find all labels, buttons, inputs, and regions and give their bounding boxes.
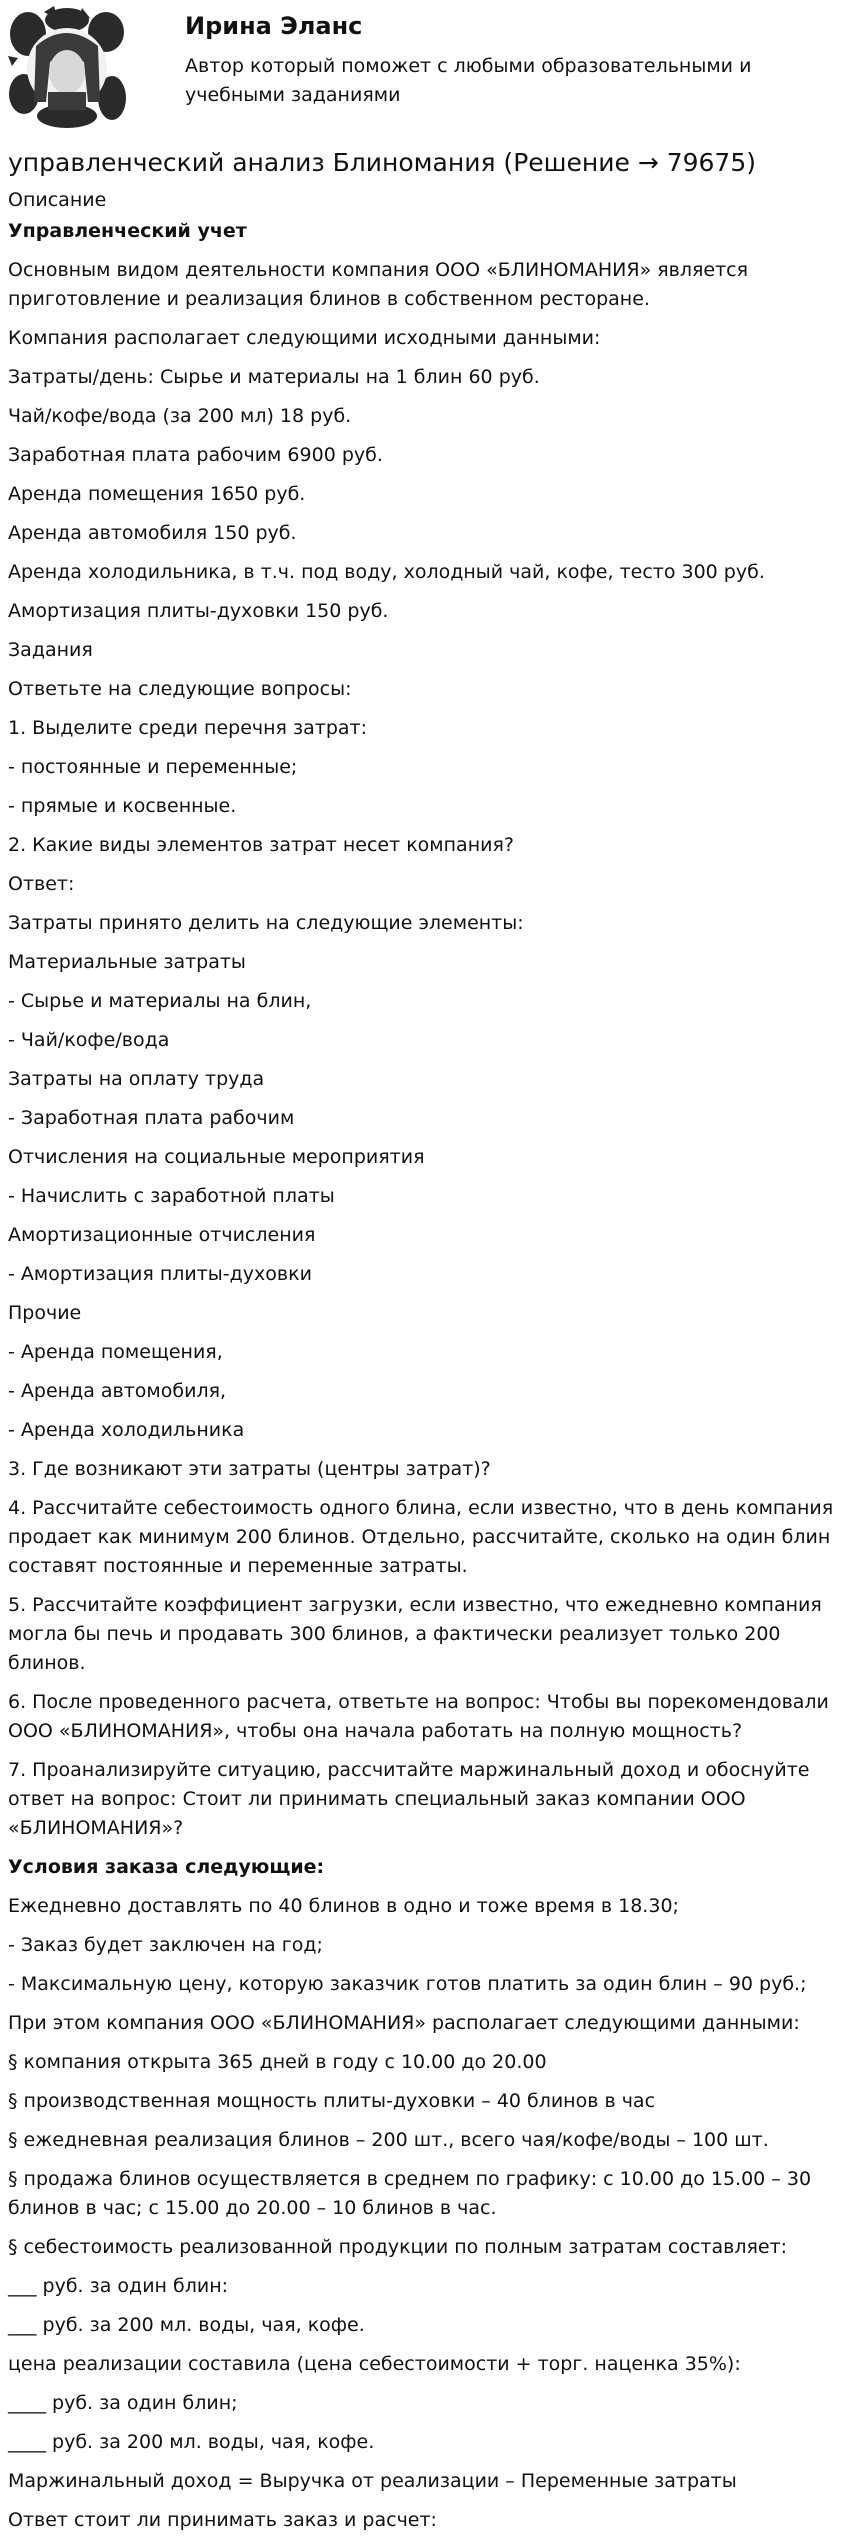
- paragraph: Чай/кофе/вода (за 200 мл) 18 руб.: [8, 405, 352, 427]
- paragraph: § производственная мощность плиты-духовки – 40 блинов в час: [8, 2090, 656, 2112]
- author-header: [0, 0, 847, 140]
- paragraph: Задания: [8, 639, 93, 661]
- conditions-title: Условия заказа следующие:: [8, 1856, 325, 1878]
- author-name[interactable]: Ирина Эланс: [185, 12, 363, 40]
- paragraph: § продажа блинов осуществляется в среднем по графику: с 10.00 до 15.00 – 30 блинов в час; с 15.00 до 20.00 – 10 блинов в час.: [8, 2168, 812, 2219]
- paragraph: 3. Где возникают эти затраты (центры затрат)?: [8, 1458, 491, 1480]
- paragraph: Ответ стоит ли принимать заказ и расчет:: [8, 2509, 437, 2531]
- paragraph: Компания располагает следующими исходными данными:: [8, 327, 601, 349]
- description-label: Описание: [8, 189, 107, 211]
- paragraph: Затраты/день: Сырье и материалы на 1 блин 60 руб.: [8, 366, 540, 388]
- paragraph: Заработная плата рабочим 6900 руб.: [8, 444, 383, 466]
- paragraph: цена реализации составила (цена себестоимости + торг. наценка 35%):: [8, 2353, 741, 2375]
- paragraph: - Максимальную цену, которую заказчик готов платить за один блин – 90 руб.;: [8, 1973, 807, 1995]
- author-avatar[interactable]: [8, 6, 126, 128]
- paragraph: - Заказ будет заключен на год;: [8, 1934, 323, 1956]
- avatar-image: [8, 6, 126, 128]
- paragraph: 5. Рассчитайте коэффициент загрузки, если известно, что ежедневно компания могла бы печь и продавать 300 блинов, а фактически реализует только 200 блинов.: [8, 1594, 822, 1674]
- page-title: управленческий анализ Блиномания (Решение → 79675): [8, 148, 756, 177]
- paragraph: 6. После проведенного расчета, ответьте на вопрос: Чтобы вы порекомендовали ООО «БЛИНОМАНИЯ», чтобы она начала работать на полную мощность?: [8, 1691, 829, 1742]
- paragraph: Аренда автомобиля 150 руб.: [8, 522, 297, 544]
- paragraph: - Сырье и материалы на блин,: [8, 990, 312, 1012]
- paragraph: ___ руб. за один блин:: [8, 2275, 229, 2297]
- paragraph: Ответ:: [8, 873, 75, 895]
- paragraph: § себестоимость реализованной продукции по полным затратам составляет:: [8, 2236, 788, 2258]
- paragraph: - Аренда холодильника: [8, 1419, 245, 1441]
- paragraph: - Аренда помещения,: [8, 1341, 223, 1363]
- paragraph: При этом компания ООО «БЛИНОМАНИЯ» располагает следующими данными:: [8, 2012, 800, 2034]
- paragraph: Амортизация плиты-духовки 150 руб.: [8, 600, 389, 622]
- paragraph: ____ руб. за один блин;: [8, 2392, 238, 2414]
- paragraph: ___ руб. за 200 мл. воды, чая, кофе.: [8, 2314, 365, 2336]
- paragraph: - Заработная плата рабочим: [8, 1107, 295, 1129]
- author-description: Автор который поможет с любыми образовательными и учебными заданиями: [185, 55, 752, 106]
- paragraph: Маржинальный доход = Выручка от реализации – Переменные затраты: [8, 2470, 737, 2492]
- paragraph: Затраты принято делить на следующие элементы:: [8, 912, 524, 934]
- paragraph: Амортизационные отчисления: [8, 1224, 316, 1246]
- paragraph: Материальные затраты: [8, 951, 246, 973]
- paragraph: 4. Рассчитайте себестоимость одного блина, если известно, что в день компания продает как минимум 200 блинов. Отдельно, рассчитайте, сколько на один блин составят постоянные и переменные затраты.: [8, 1497, 834, 1577]
- paragraph: § компания открыта 365 дней в году с 10.00 до 20.00: [8, 2051, 547, 2073]
- paragraph: - Чай/кофе/вода: [8, 1029, 170, 1051]
- paragraph: Отчисления на социальные мероприятия: [8, 1146, 425, 1168]
- paragraph: § ежедневная реализация блинов – 200 шт., всего чая/кофе/воды – 100 шт.: [8, 2129, 769, 2151]
- paragraph: Основным видом деятельности компания ООО «БЛИНОМАНИЯ» является приготовление и реализация блинов в собственном ресторане.: [8, 259, 749, 310]
- paragraph: Аренда помещения 1650 руб.: [8, 483, 306, 505]
- paragraph: 1. Выделите среди перечня затрат:: [8, 717, 368, 739]
- section-title: Управленческий учет: [8, 220, 247, 242]
- document-body: [8, 186, 838, 2545]
- paragraph: - постоянные и переменные;: [8, 756, 298, 778]
- paragraph: 7. Проанализируйте ситуацию, рассчитайте маржинальный доход и обоснуйте ответ на вопрос: Стоит ли принимать специальный заказ компании ООО «БЛИНОМАНИЯ»?: [8, 1759, 810, 1839]
- paragraph: Ответьте на следующие вопросы:: [8, 678, 352, 700]
- paragraph: 2. Какие виды элементов затрат несет компания?: [8, 834, 514, 856]
- paragraph: Ежедневно доставлять по 40 блинов в одно и тоже время в 18.30;: [8, 1895, 679, 1917]
- paragraph: Аренда холодильника, в т.ч. под воду, холодный чай, кофе, тесто 300 руб.: [8, 561, 765, 583]
- paragraph: Прочие: [8, 1302, 82, 1324]
- paragraph: - прямые и косвенные.: [8, 795, 237, 817]
- paragraph: Затраты на оплату труда: [8, 1068, 265, 1090]
- paragraph: - Амортизация плиты-духовки: [8, 1263, 312, 1285]
- paragraph: ____ руб. за 200 мл. воды, чая, кофе.: [8, 2431, 375, 2453]
- paragraph: - Начислить с заработной платы: [8, 1185, 335, 1207]
- paragraph: - Аренда автомобиля,: [8, 1380, 227, 1402]
